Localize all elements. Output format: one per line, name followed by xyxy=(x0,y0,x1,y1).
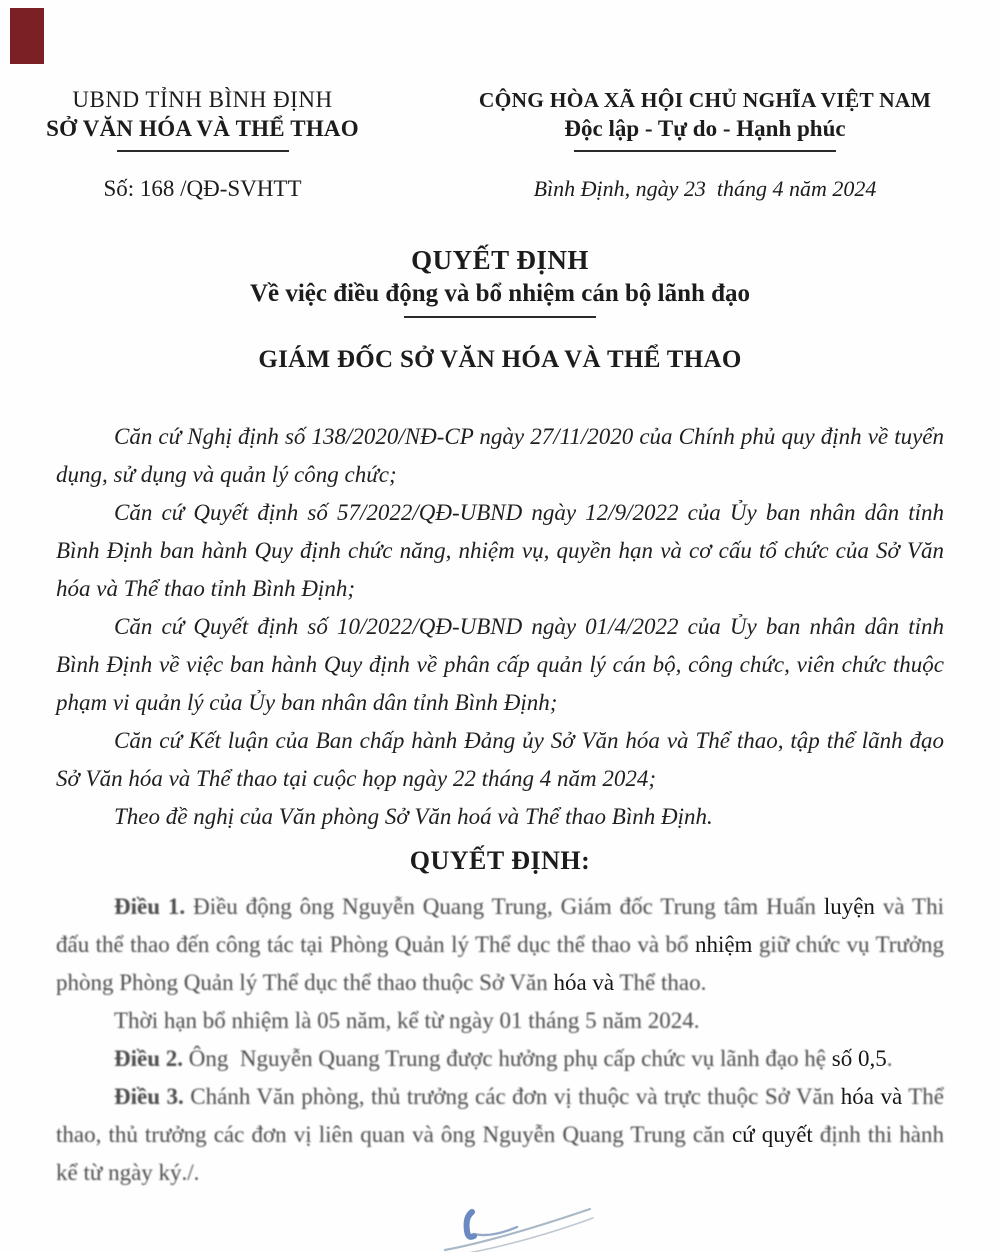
org-underline xyxy=(117,150,289,152)
articles-section xyxy=(56,888,944,1192)
recitals-section xyxy=(56,418,944,836)
article-1 xyxy=(56,888,944,1002)
article-1-text: luyện xyxy=(823,894,875,919)
org-parent-name: UBND TỈNH BÌNH ĐỊNH xyxy=(72,87,333,112)
document-number: Số: 168 /QĐ-SVHTT xyxy=(103,176,302,201)
handwritten-signature-stroke xyxy=(425,1192,635,1252)
document-subject: Về việc điều động và bổ nhiệm cán bộ lãnh đạo xyxy=(249,280,751,307)
national-motto: Độc lập - Tự do - Hạnh phúc xyxy=(564,116,846,141)
subject-underline xyxy=(404,316,596,318)
article-3-text: hóa và xyxy=(840,1084,903,1109)
article-3-text: Chánh Văn phòng, thủ trưởng các đơn vị thuộc và trực thuộc Sở Văn xyxy=(183,1084,841,1109)
recital-paragraph: Căn cứ Nghị định số 138/2020/NĐ-CP ngày 27/11/2020 của Chính phủ quy định về tuyển dụng, sử dụng và quản lý công chức; xyxy=(56,424,944,487)
issuer-title: GIÁM ĐỐC SỞ VĂN HÓA VÀ THỂ THAO xyxy=(258,346,742,373)
article-1-text: giữ chức vụ Trưởng phòng Phòng Quản lý Thể dục thể thao thuộc Sở Văn xyxy=(56,932,945,995)
place-and-date: Bình Định, ngày 23 tháng 4 năm 2024 xyxy=(533,176,877,201)
recital-paragraph: Căn cứ Kết luận của Ban chấp hành Đảng ủy Sở Văn hóa và Thể thao, tập thể lãnh đạo Sở Văn hóa và Thể thao tại cuộc họp ngày 22 tháng 4 năm 2024; xyxy=(56,728,944,791)
article-3-text: cứ quyết xyxy=(731,1122,813,1147)
document-header xyxy=(0,0,1000,204)
article-1-text: và Thi đấu thể thao đến công tác tại Phòng Quản lý Thể dục thể thao và bổ xyxy=(56,894,944,957)
article-2-text: . xyxy=(886,1046,893,1071)
article-1-text: Thể thao. xyxy=(614,970,707,995)
org-name: SỞ VĂN HÓA VÀ THỂ THAO xyxy=(46,116,359,141)
recital-paragraph: Căn cứ Quyết định số 10/2022/QĐ-UBND ngày 01/4/2022 của Ủy ban nhân dân tỉnh Bình Định về việc ban hành Quy định về phân cấp quản lý cán bộ, công chức, viên chức thuộc phạm vi quản lý của Ủy ban nhân dân tỉnh Bình Định; xyxy=(56,614,944,715)
decision-heading: QUYẾT ĐỊNH: xyxy=(409,846,591,875)
article-3-text: Thể thao, thủ trưởng các đơn vị liên quan và ông Nguyễn Quang Trung căn xyxy=(56,1084,945,1147)
document-title: QUYẾT ĐỊNH xyxy=(411,245,589,275)
appointment-term xyxy=(56,1002,944,1040)
article-2-text: số 0,5 xyxy=(831,1046,887,1071)
article-1-text: hóa và xyxy=(553,970,615,995)
article-3-lead: Điều 3. xyxy=(114,1084,184,1109)
motto-underline xyxy=(574,150,836,152)
article-3-text: định thi hành kể từ ngày ký./. xyxy=(56,1122,944,1185)
national-title: CỘNG HÒA XÃ HỘI CHỦ NGHĨA VIỆT NAM xyxy=(478,88,932,112)
recital-paragraph: Căn cứ Quyết định số 57/2022/QĐ-UBND ngày 12/9/2022 của Ủy ban nhân dân tỉnh Bình Định ban hành Quy định chức năng, nhiệm vụ, quyền hạn và cơ cấu tổ chức của Sở Văn hóa và Thể thao tỉnh Bình Định; xyxy=(56,500,944,601)
article-2-text: Ông Nguyễn Quang Trung được hưởng phụ cấp chức vụ lãnh đạo hệ xyxy=(183,1046,832,1071)
article-2 xyxy=(56,1040,944,1078)
article-1-text: nhiệm xyxy=(694,932,753,957)
recital-paragraph: Theo đề nghị của Văn phòng Sở Văn hoá và Thể thao Bình Định. xyxy=(114,804,713,829)
article-1-text: Điều động ông Nguyễn Quang Trung, Giám đốc Trung tâm Huấn xyxy=(185,894,824,919)
appointment-term-text: Thời hạn bổ nhiệm là 05 năm, kể từ ngày 01 tháng 5 năm 2024. xyxy=(114,1008,700,1033)
national-header-block xyxy=(440,86,970,204)
article-2-lead: Điều 2. xyxy=(114,1046,183,1071)
issuing-org-block xyxy=(30,86,375,204)
article-1-lead: Điều 1. xyxy=(114,894,186,919)
red-corner-mark xyxy=(10,8,44,64)
title-block xyxy=(0,244,1000,376)
article-3 xyxy=(56,1078,944,1192)
